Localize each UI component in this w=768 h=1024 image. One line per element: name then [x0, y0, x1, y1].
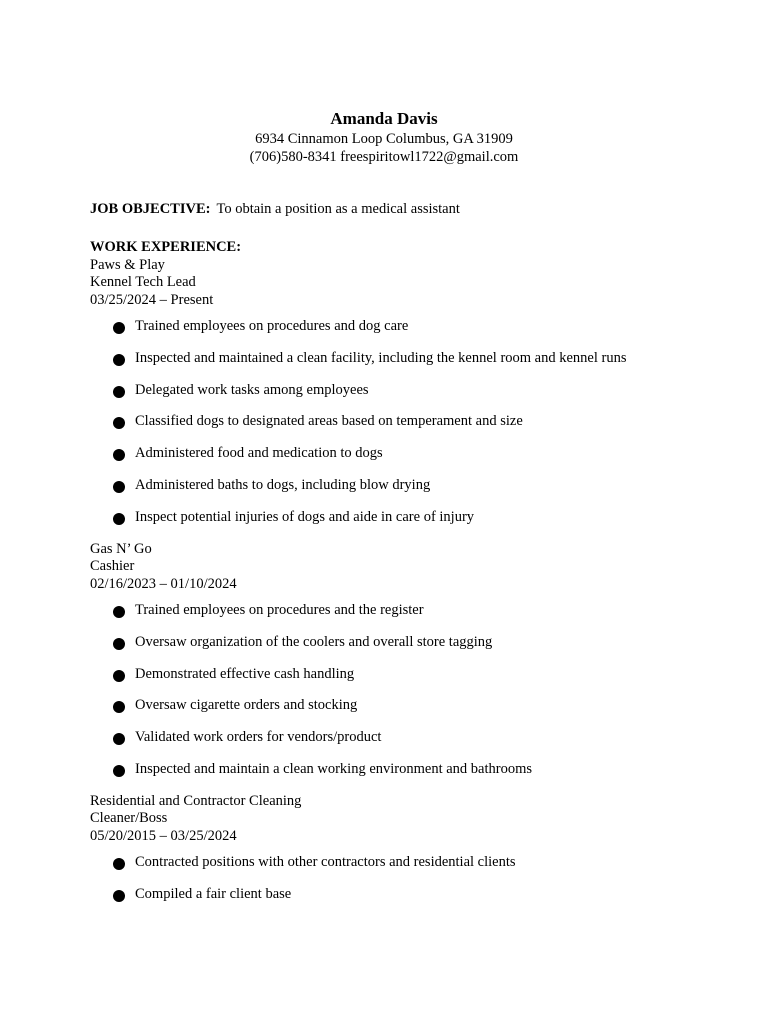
- resume-header: [0, 108, 768, 166]
- applicant-contact: (706)580-8341 freespiritowl1722@gmail.com: [249, 149, 519, 165]
- job-role: Kennel Tech Lead: [90, 274, 196, 290]
- job-duty-text: Trained employees on procedures and dog care: [135, 318, 409, 334]
- bullet-icon: [113, 638, 125, 650]
- job-dates: 02/16/2023 – 01/10/2024: [90, 575, 237, 592]
- job-duty-item: [90, 666, 730, 684]
- job-duty-text: Validated work orders for vendors/product: [135, 729, 382, 746]
- job-company: Residential and Contractor Cleaning: [90, 792, 302, 809]
- job-duties-list: [90, 318, 730, 526]
- bullet-icon: [113, 670, 125, 682]
- job-duty-item: [90, 318, 730, 336]
- job-duty-text: Oversaw cigarette orders and stocking: [135, 697, 358, 714]
- job-duty-item: [90, 350, 730, 368]
- job-duty-item: [90, 509, 730, 527]
- job-duty-item: [90, 729, 730, 747]
- bullet-icon: [113, 322, 125, 334]
- job-duty-item: [90, 854, 730, 872]
- job-duty-text: Contracted positions with other contractors and residential clients: [135, 854, 516, 871]
- job-duty-text: Administered baths to dogs, including blow drying: [135, 476, 431, 493]
- job-duty-text: Compiled a fair client base: [135, 886, 292, 903]
- job-entry: [90, 793, 730, 904]
- objective-label: JOB OBJECTIVE:: [90, 201, 211, 217]
- job-objective: [90, 201, 460, 219]
- job-duty-text: Delegated work tasks among employees: [135, 381, 369, 398]
- job-role: Cleaner/Boss: [90, 810, 168, 827]
- job-duty-text: Oversaw organization of the coolers and overall store tagging: [135, 633, 493, 650]
- job-duty-text: Classified dogs to designated areas based on temperament and size: [135, 413, 523, 430]
- applicant-name: Amanda Davis: [330, 109, 438, 128]
- job-role: Cashier: [90, 558, 135, 575]
- job-entry: [90, 257, 730, 527]
- objective-text: To obtain a position as a medical assistant: [216, 201, 460, 217]
- bullet-icon: [113, 513, 125, 525]
- job-duty-item: [90, 697, 730, 715]
- job-duty-item: [90, 382, 730, 400]
- job-duty-text: Inspected and maintain a clean working environment and bathrooms: [135, 761, 533, 778]
- job-company: Gas N’ Go: [90, 540, 152, 557]
- job-duty-text: Trained employees on procedures and the register: [135, 602, 424, 619]
- bullet-icon: [113, 386, 125, 398]
- bullet-icon: [113, 765, 125, 777]
- job-duty-item: [90, 445, 730, 463]
- job-duty-text: Demonstrated effective cash handling: [135, 665, 355, 682]
- job-duty-text: Inspected and maintained a clean facility, including the kennel room and kennel runs: [135, 349, 627, 366]
- work-experience-heading: WORK EXPERIENCE:: [90, 239, 242, 255]
- job-duty-item: [90, 761, 730, 779]
- job-duty-item: [90, 477, 730, 495]
- job-duty-text: Inspect potential injuries of dogs and aide in care of injury: [135, 508, 475, 525]
- job-duties-list: [90, 602, 730, 778]
- bullet-icon: [113, 481, 125, 493]
- job-duties-list: [90, 854, 730, 903]
- bullet-icon: [113, 417, 125, 429]
- job-dates: 03/25/2024 – Present: [90, 291, 214, 308]
- job-duty-item: [90, 602, 730, 620]
- bullet-icon: [113, 858, 125, 870]
- bullet-icon: [113, 733, 125, 745]
- job-entry: [90, 541, 730, 779]
- bullet-icon: [113, 449, 125, 461]
- bullet-icon: [113, 890, 125, 902]
- work-experience-section: [90, 239, 730, 918]
- bullet-icon: [113, 701, 125, 713]
- applicant-address: 6934 Cinnamon Loop Columbus, GA 31909: [255, 131, 513, 147]
- bullet-icon: [113, 606, 125, 618]
- job-company: Paws & Play: [90, 256, 165, 273]
- job-duty-text: Administered food and medication to dogs: [135, 445, 383, 462]
- job-duty-item: [90, 634, 730, 652]
- job-duty-item: [90, 413, 730, 431]
- job-duty-item: [90, 886, 730, 904]
- job-dates: 05/20/2015 – 03/25/2024: [90, 827, 237, 844]
- bullet-icon: [113, 354, 125, 366]
